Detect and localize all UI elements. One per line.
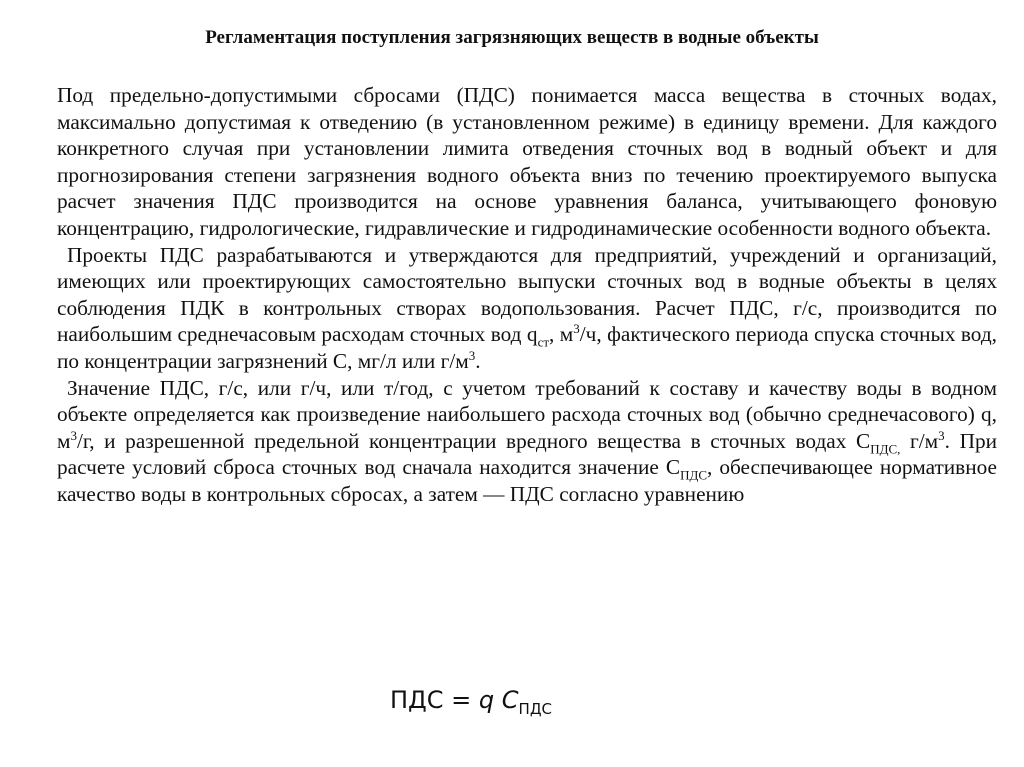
p3-part3: г/м <box>900 428 939 453</box>
p3-sup2: 3 <box>938 427 945 443</box>
p2-q-sub: ст <box>537 334 550 350</box>
slide-title: Регламентация поступления загрязняющих веществ в водные объекты <box>205 27 819 48</box>
paragraph-value <box>57 375 997 508</box>
body-text <box>57 82 997 508</box>
p2-after-unit: /ч, фактического периода спуска сточных вод, по концентрации загрязнений С, мг/л или г/м <box>57 322 997 373</box>
p3-sub2: ПДС <box>680 467 707 483</box>
p2-end: . <box>475 348 481 373</box>
p3-part4: . При расчете условий сброса сточных вод сначала находится значение С <box>57 428 997 480</box>
p2-unit: , м <box>549 322 574 347</box>
p2-q: q <box>526 322 538 347</box>
p3-part2: /г, и разрешенной предельной концентрации вредного вещества в сточных водах С <box>76 428 871 453</box>
formula-sub: ПДС <box>518 699 553 718</box>
p2-end-sup: 3 <box>468 347 476 363</box>
p3-sub1: ПДС, <box>870 440 901 456</box>
formula-c: С <box>494 686 519 714</box>
p3-sup1: 3 <box>70 427 77 443</box>
paragraph-projects <box>57 242 997 375</box>
pds-formula <box>390 686 553 718</box>
p3-part5: , обеспечивающее нормативное качество воды в контрольных сбросах, а затем — ПДС согласно уравнению <box>57 455 997 506</box>
p3-part1: Значение ПДС, г/с, или г/ч, или т/год, с учетом требований к составу и качеству воды в водном объекте определяется как произведение наибольшего расхода сточных вод (обычно среднечасового) q, м <box>57 375 997 453</box>
formula-q: q <box>478 686 495 714</box>
paragraph-definition: Под предельно-допустимыми сбросами (ПДС) понимается масса вещества в сточных водах, максимально допустимая к отведению (в установленном режиме) в единицу времени. Для каждого конкретного случая при установлении лимита отведения сточных вод в водный объект и для прогнозирования степени загрязнения водного объекта вниз по течению проектируемого выпуска расчет значения ПДС производится на основе уравнения баланса, учитывающего фоновую концентрацию, гидрологические, гидравлические и гидродинамические особенности водного объекта. <box>57 83 997 240</box>
p2-text: Проекты ПДС разрабатываются и утверждаются для предприятий, учреждений и организаций, имеющих или проектирующих самостоятельно выпуски сточных вод в водные объекты в целях соблюдения ПДК в контрольных створах водопользования. Расчет ПДС, г/с, производится по наибольшим среднечасовым расходам сточных вод <box>57 242 997 347</box>
formula-lhs: ПДС = <box>390 686 479 714</box>
p2-unit-sup: 3 <box>573 321 580 337</box>
